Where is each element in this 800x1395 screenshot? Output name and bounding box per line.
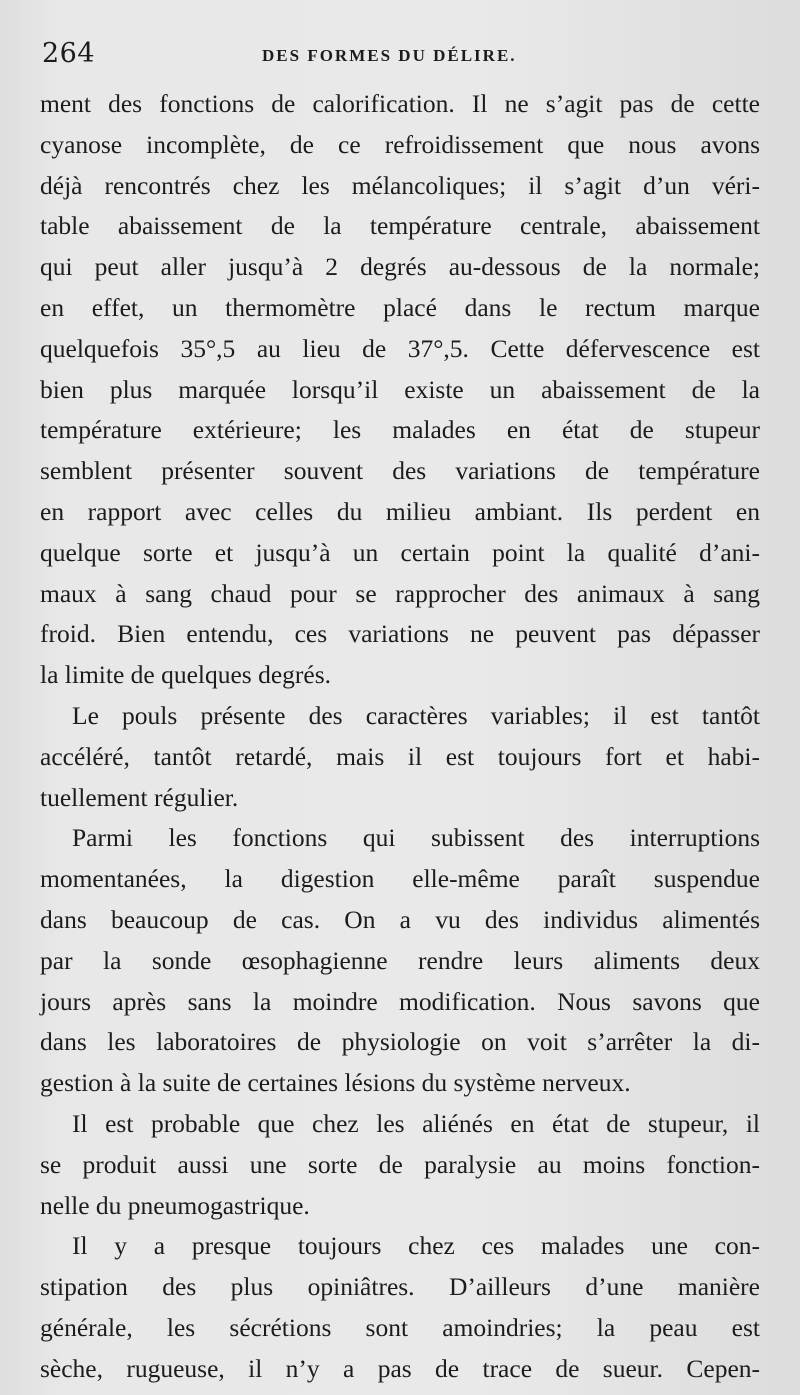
text-line: cyanose incomplète, de ce refroidissement que nous avons xyxy=(40,129,760,159)
text-line: dans beaucoup de cas. On a vu des individus alimentés xyxy=(40,904,760,934)
text-line: Il y a presque toujours chez ces malades une con- xyxy=(72,1231,760,1261)
text-line: dans les laboratoires de physiologie on voit s’arrêter la di- xyxy=(40,1027,760,1057)
text-line: bien plus marquée lorsqu’il existe un abaissement de la xyxy=(40,374,760,404)
text-line: momentanées, la digestion elle-même paraît suspendue xyxy=(40,864,760,894)
text-line: en effet, un thermomètre placé dans le rectum marque xyxy=(40,292,760,322)
text-line: froid. Bien entendu, ces variations ne peuvent pas dépasser xyxy=(40,619,760,649)
text-line: tuellement régulier. xyxy=(40,782,239,812)
text-line: table abaissement de la température centrale, abaissement xyxy=(40,211,760,241)
body-text xyxy=(40,84,760,1390)
text-line: température extérieure; les malades en état de stupeur xyxy=(40,415,760,445)
text-line: la limite de quelques degrés. xyxy=(40,660,332,690)
text-line: stipation des plus opiniâtres. D’ailleurs d’une manière xyxy=(40,1272,760,1302)
text-line: quelque sorte et jusqu’à un certain point la qualité d’ani- xyxy=(40,537,760,567)
text-line: qui peut aller jusqu’à 2 degrés au-dessous de la normale; xyxy=(40,252,760,282)
text-line: gestion à la suite de certaines lésions du système nerveux. xyxy=(40,1068,631,1098)
text-line: sèche, rugueuse, il n’y a pas de trace de sueur. Cepen- xyxy=(40,1353,760,1383)
text-line: Parmi les fonctions qui subissent des interruptions xyxy=(72,823,760,853)
text-line: Il est probable que chez les aliénés en état de stupeur, il xyxy=(72,1108,760,1138)
page-header xyxy=(42,38,762,78)
text-line: jours après sans la moindre modification. Nous savons que xyxy=(40,986,760,1016)
text-line: par la sonde œsophagienne rendre leurs aliments deux xyxy=(40,945,760,975)
text-line: se produit aussi une sorte de paralysie au moins fonction- xyxy=(40,1149,760,1179)
text-line: ment des fonctions de calorification. Il ne s’agit pas de cette xyxy=(40,89,760,118)
text-line: nelle du pneumogastrique. xyxy=(40,1190,310,1220)
text-line: déjà rencontrés chez les mélancoliques; il s’agit d’un véri- xyxy=(40,170,760,200)
text-line: accéléré, tantôt retardé, mais il est toujours fort et habi- xyxy=(40,741,760,771)
running-title: DES FORMES DU DÉLIRE. xyxy=(262,46,517,65)
text-line: quelquefois 35°,5 au lieu de 37°,5. Cette défervescence est xyxy=(40,333,760,363)
text-line: générale, les sécrétions sont amoindries; la peau est xyxy=(40,1312,760,1342)
text-line: semblent présenter souvent des variations de température xyxy=(40,456,760,486)
page-number: 264 xyxy=(42,38,96,69)
text-line: Le pouls présente des caractères variables; il est tantôt xyxy=(72,700,760,730)
text-line: en rapport avec celles du milieu ambiant. Ils perdent en xyxy=(40,496,760,526)
text-line: maux à sang chaud pour se rapprocher des animaux à sang xyxy=(40,578,760,608)
